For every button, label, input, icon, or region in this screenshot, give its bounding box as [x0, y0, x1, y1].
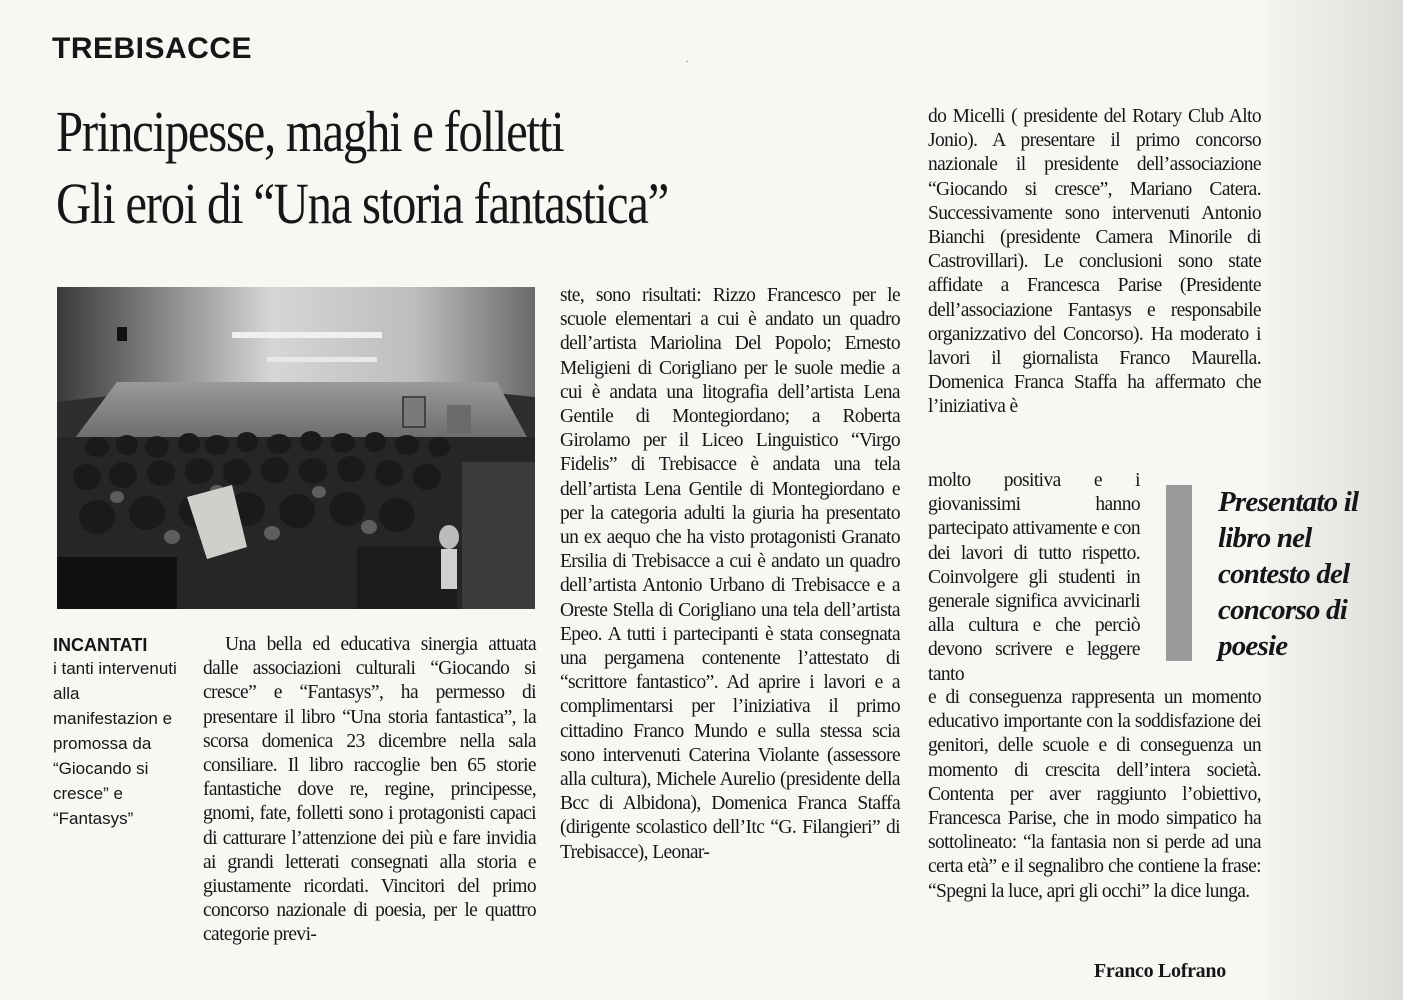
article-column-3-bottom: e di conseguenza rappresenta un momento educativo importante con la soddisfazione dei genitori, delle scuole e di conseguenza un momento di crescita dell’intera società. Contenta per aver raggiunto l’obiettivo, Francesca Parise, che in modo simpatico ha sottolineato: “la fantasia non si perde ad una certa età” e il segnalibro che contiene la frase: “Spegni la luce, apri gli occhi” la dice lunga.	[928, 687, 1261, 902]
article-column-1: Una bella ed educativa sinergia attuata dalle associazioni culturali “Giocando si cresce” e “Fantasys”, ha permesso di presentare il libro “Una storia fantastica”, la scorsa domenica 23 dicembre nella sala consiliare. Il libro raccoglie ben 65 storie fantastiche dove re, regine, principesse, gnomi, fate, folletti sono i protagonisti capaci di catturare l’attenzione dei più e fare invidia ai grandi letterati consegnati alla storia e giustamente ricordati. Vincitori del primo concorso nazionale di poesia, per le quattro categorie previ-	[203, 634, 536, 946]
pull-quote-bar	[1166, 485, 1192, 661]
event-photo	[57, 287, 535, 609]
photo-caption	[53, 634, 183, 831]
article-column-3-narrow: molto positiva e i giovanissimi hanno partecipato attivamente e con dei lavori di tutto rispetto. Coinvolgere gli studenti in generale significa avvicinarli alla cultura e che perciò devono scrivere e leggere tanto	[928, 470, 1140, 685]
section-label: TREBISACCE	[52, 32, 253, 65]
pull-quote: Presentato il libro nel contesto del concorso di poesie	[1218, 486, 1359, 662]
print-speck: ·	[685, 54, 689, 68]
headline-line-1: Principesse, maghi e folletti	[56, 99, 564, 164]
headline-line-2: Gli eroi di “Una storia fantastica”	[56, 171, 669, 236]
article-column-3-top: do Micelli ( presidente del Rotary Club Alto Jonio). A presentare il primo concorso nazionale il presidente dell’associazione “Giocando si cresce”, Mariano Catera. Successivamente sono intervenuti Antonio Bianchi (presidente Camera Minorile di Castrovillari). Le conclusioni sono state affidate a Francesca Parise (Presidente dell’associazione Fantasys e responsabile organizzativo del Concorso). Ha moderato i lavori il giornalista Franco Maurella. Domenica Franca Staffa ha affermato che l’iniziativa è	[928, 106, 1261, 418]
caption-title: INCANTATI	[53, 635, 148, 655]
headline	[56, 96, 778, 240]
article-column-2: ste, sono risultati: Rizzo Francesco per le scuole elementari a cui è andato un quadro dell’artista Mariolina Del Popolo; Ernesto Meligieni di Corigliano per le suole medie a cui è andata una litografia dell’artista Lena Gentile di Montegiordano; a Roberta Girolamo per il Liceo Linguistico “Virgo Fidelis” di Trebisacce è andata una tela dell’artista Lena Gentile di Montegiordano e per la categoria adulti la giuria ha presentato un ex aequo che ha visto protagonisti Granato Ersilia di Trebisacce a cui è andato un quadro dell’artista Antonio Urbano di Trebisacce e a Oreste Stella di Corigliano una tela dell’artista Epeo. A tutti i partecipanti è stata consegnata una pergamena contenente l’attestato di “scrittore fantastico”. Ad aprire i lavori e a complimentarsi per l’iniziativa il primo cittadino Franco Mundo e sulla stessa scia sono intervenuti Caterina Violante (assessore alla cultura), Michele Aurelio (presidente della Bcc di Albidona), Domenica Franca Staffa (dirigente scolastico dell’Itc “G. Filangieri” di Trebisacce), Leonar-	[560, 285, 900, 863]
caption-text: i tanti intervenuti alla manifestazion e promossa da “Giocando si cresce” e “Fantasys”	[53, 659, 177, 828]
author-byline: Franco Lofrano	[1094, 960, 1226, 982]
